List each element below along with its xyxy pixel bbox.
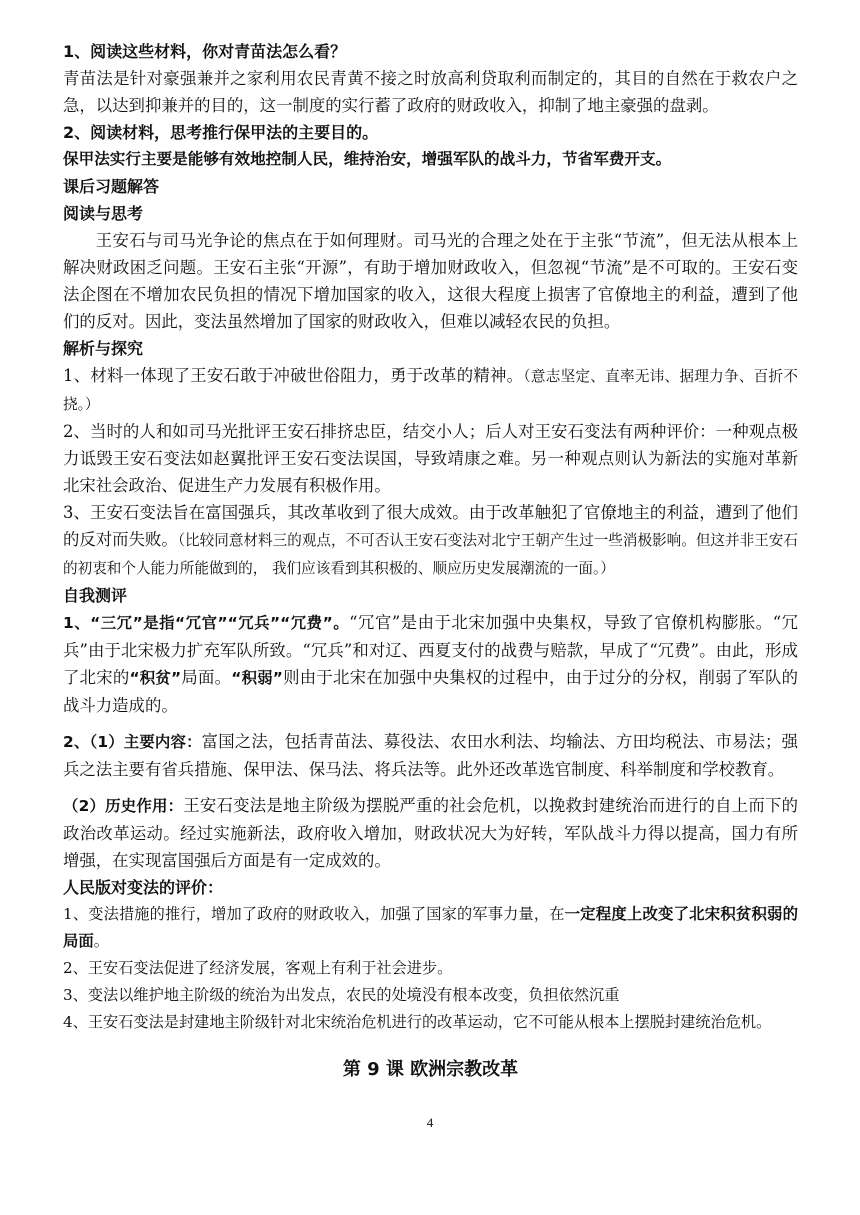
people-1-bold: 一定程度上改变了北宋积贫积弱的局面: [63, 905, 798, 950]
analysis-item-3: [63, 499, 798, 582]
page-number: 4: [426, 1115, 434, 1130]
self-1-text-1: “冗官”是由于北宋加强中央集权，导致了官僚机构膨胀。“冗兵”由于北宋极力扩充军队所致。“冗兵”和对辽、西夏支付的战费与赔款，早成了“冗费”。由此，形成了北宋的: [63, 613, 798, 687]
people-item-4: 4、王安石变法是封建地主阶级针对北宋统治危机进行的改革运动，它不可能从根本上摆脱封建统治危机。: [63, 1013, 772, 1031]
people-1-text: 1、变法措施的推行，增加了政府的财政收入，加强了国家的军事力量，在: [63, 905, 565, 923]
self-1-bold-1: “积贫”: [129, 669, 182, 687]
question-2-heading: 2、阅读材料，思考推行保甲法的主要目的。: [63, 123, 379, 142]
people-1-end: 。: [93, 932, 109, 950]
analysis-3-note: （比较同意材料三的观点，不可否认王安石变法对北宁王朝产生过一些消极影响。但这并非王安石的初衷和个人能力所能做到的， 我们应该看到其积极的、顺应历史发展潮流的一面。）: [63, 532, 798, 577]
analysis-item-2: 2、当时的人和如司马光批评王安石排挤忠臣，结交小人；后人对王安石变法有两种评价：一种观点极力诋毁王安石变法如赵翼批评王安石变法误国，导致靖康之难。另一种观点则认为新法的实施对革新北宋社会政治、促进生产力发展有积极作用。: [63, 422, 798, 495]
section-people-heading: 人民版对变法的评价：: [63, 878, 224, 897]
self-item-1: [63, 609, 798, 719]
section-read-heading: 阅读与思考: [63, 204, 144, 223]
section-exercises-heading: 课后习题解答: [63, 177, 160, 196]
question-1-heading: 1、阅读这些材料，你对青苗法怎么看？: [63, 42, 347, 61]
people-item-3: 3、变法以维护地主阶级的统治为出发点，农民的处境没有根本改变，负担依然沉重: [63, 986, 620, 1004]
question-2-answer: 保甲法实行主要是能够有效地控制人民，维持治安，增强军队的战斗力，节省军费开支。: [63, 150, 672, 168]
self-2-text: 富国之法，包括青苗法、募役法、农田水利法、均输法、方田均税法、市易法；强兵之法主要有省兵措施、保甲法、保马法、将兵法等。此外还改革选官制度、科举制度和学校教育。: [63, 732, 799, 779]
self-1-bold-2: “积弱”: [231, 669, 283, 687]
analysis-item-1: [63, 362, 798, 418]
self-1-text-3: 则由于北宋在加强中央集权的过程中，由于过分的分权，削弱了军队的战斗力造成的。: [63, 668, 799, 715]
people-item-1: [63, 901, 798, 955]
people-item-2: 2、王安石变法促进了经济发展，客观上有利于社会进步。: [63, 959, 453, 977]
analysis-3-text: 3、王安石变法旨在富国强兵，其改革收到了很大成效。由于改革触犯了官僚地主的利益，遭到了他们的反对而失败。: [63, 503, 798, 549]
self-1-text-2: 局面。: [181, 668, 232, 687]
lesson-title: 第 9 课 欧洲宗教改革: [342, 1059, 519, 1080]
read-paragraph: 王安石与司马光争论的焦点在于如何理财。司马光的合理之处在于主张“节流”，但无法从根本上解决财政困乏问题。王安石主张“开源”，有助于增加财政收入，但忽视“节流”是不可取的。王安石变法企图在不增加农民负担的情况下增加国家的收入，这很大程度上损害了官僚地主的利益，遭到了他们的反对。因此，变法虽然增加了国家的财政收入，但难以减轻农民的负担。: [63, 231, 798, 331]
self-item-2: [63, 728, 798, 783]
section-self-heading: 自我测评: [63, 586, 128, 605]
self-3-lead: （2）历史作用：: [63, 797, 184, 815]
self-1-lead: 1、“三冗”是指“冗官”“冗兵”“冗费”。: [63, 614, 350, 632]
self-2-lead: 2、（1）主要内容：: [63, 733, 202, 751]
analysis-1-note: （意志坚定、直率无讳、据理力争、百折不挠。）: [63, 368, 798, 413]
section-analysis-heading: 解析与探究: [63, 339, 144, 358]
self-item-3: [63, 792, 798, 874]
analysis-1-text: 1、材料一体现了王安石敢于冲破世俗阻力，勇于改革的精神。: [63, 366, 524, 385]
question-1-answer: 青苗法是针对豪强兼并之家利用农民青黄不接之时放高利贷取利而制定的，其目的自然在于救农户之急，以达到抑兼并的目的，这一制度的实行蓄了政府的财政收入，抑制了地主豪强的盘剥。: [63, 69, 798, 115]
document-body: [63, 38, 798, 1083]
self-3-text: 王安石变法是地主阶级为摆脱严重的社会危机，以挽救封建统治而进行的自上而下的政治改革运动。经过实施新法，政府收入增加，财政状况大为好转，军队战斗力得以提高，国力有所增强，在实现富国强后方面是有一定成效的。: [63, 796, 798, 870]
